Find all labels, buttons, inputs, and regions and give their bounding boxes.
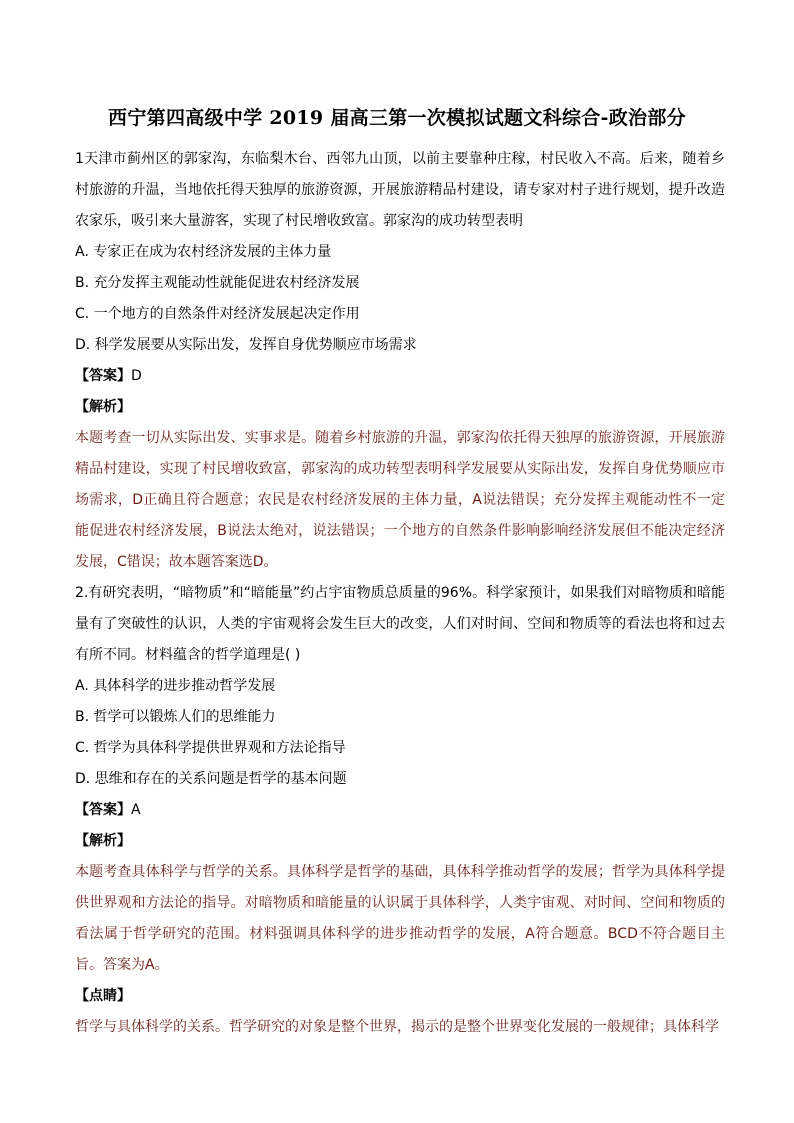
question-1-option-b: B. 充分发挥主观能动性就能促进农村经济发展 (75, 275, 360, 291)
question-2-analysis: 本题考查具体科学与哲学的关系。具体科学是哲学的基础，具体科学推动哲学的发展；哲学为具体科学提供世界观和方法论的指导。对暗物质和暗能量的认识属于具体科学，人类宇宙观、对时间、空间和物质的看法属于哲学研究的范围。材料强调具体科学的进步推动哲学的发展，A符合题意。BCD不符合题目主旨。答案为A。 (75, 864, 725, 973)
question-1-analysis: 本题考查一切从实际出发、实事求是。随着乡村旅游的升温，郭家沟依托得天独厚的旅游资源，开展旅游精品村建设，实现了村民增收致富，郭家沟的成功转型表明科学发展要从实际出发，发挥自身优势顺应市场需求，D正确且符合题意；农民是农村经济发展的主体力量，A说法错误；充分发挥主观能动性不一定能促进农村经济发展，B说法太绝对，说法错误；一个地方的自然条件影响影响经济发展但不能决定经济发展，C错误；故本题答案选D。 (75, 430, 725, 570)
answer-label: 【答案】 (75, 802, 131, 818)
question-2-tip: 哲学与具体科学的关系。哲学研究的对象是整个世界，揭示的是整个世界变化发展的一般规律；具体科学 (75, 1019, 719, 1035)
question-2-answer (75, 795, 725, 826)
answer-value: D (131, 368, 142, 384)
page-title: 西宁第四高级中学 2019 届高三第一次模拟试题文科综合-政治部分 (108, 107, 686, 129)
question-2-option-a: A. 具体科学的进步推动哲学发展 (75, 678, 276, 694)
question-1-option-d: D. 科学发展要从实际出发，发挥自身优势顺应市场需求 (75, 337, 417, 353)
question-1-answer (75, 361, 725, 392)
document-body (75, 144, 725, 1043)
question-2-option-d: D. 思维和存在的关系问题是哲学的基本问题 (75, 771, 347, 787)
question-1-option-c: C. 一个地方的自然条件对经济发展起决定作用 (75, 306, 360, 322)
question-2-analysis-label: 【解析】 (75, 833, 131, 849)
question-1-analysis-label: 【解析】 (75, 399, 131, 415)
answer-value: A (131, 802, 141, 818)
question-2-option-c: C. 哲学为具体科学提供世界观和方法论指导 (75, 740, 346, 756)
question-2-tip-label: 【点睛】 (75, 988, 131, 1004)
question-2-option-b: B. 哲学可以锻炼人们的思维能力 (75, 709, 276, 725)
question-1-option-a: A. 专家正在成为农村经济发展的主体力量 (75, 244, 332, 260)
answer-label: 【答案】 (75, 368, 131, 384)
question-2-stem: 2.有研究表明，“暗物质”和“暗能量”约占宇宙物质总质量的96%。科学家预计，如果我们对暗物质和暗能量有了突破性的认识，人类的宇宙观将会发生巨大的改变，人们对时间、空间和物质等的看法也将和过去有所不同。材料蕴含的哲学道理是( ) (75, 585, 725, 663)
question-1-stem: 1天津市蓟州区的郭家沟，东临梨木台、西邻九山顶，以前主要靠种庄稼，村民收入不高。后来，随着乡村旅游的升温，当地依托得天独厚的旅游资源，开展旅游精品村建设，请专家对村子进行规划，提升改造农家乐，吸引来大量游客，实现了村民增收致富。郭家沟的成功转型表明 (75, 151, 725, 229)
